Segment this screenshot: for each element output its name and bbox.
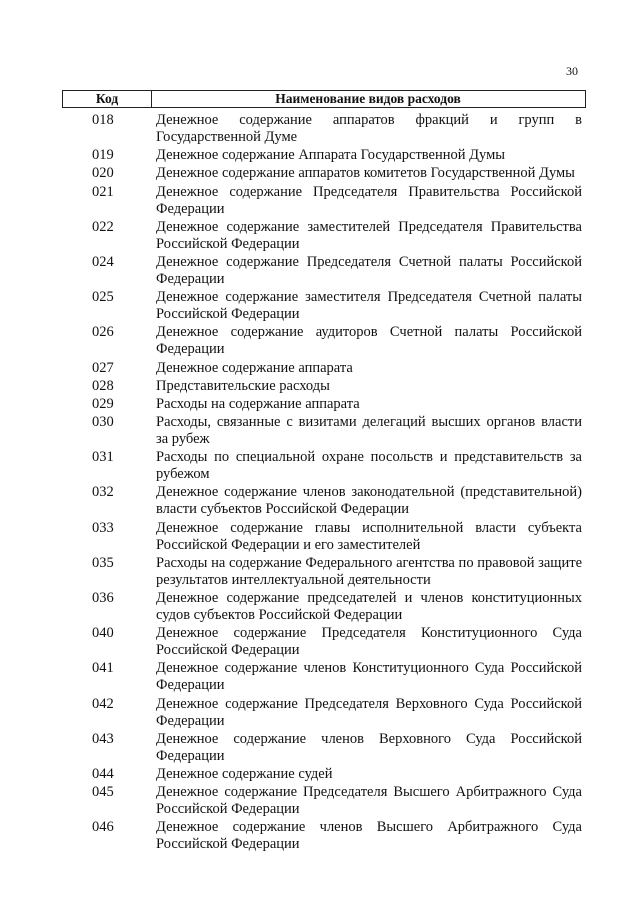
code-column-header: Код [63, 91, 152, 107]
expense-name: Представительские расходы [156, 377, 330, 394]
table-row [0, 219, 640, 253]
table-row [0, 254, 640, 288]
expense-code: 033 [92, 519, 114, 536]
expense-name: Денежное содержание членов Конституционного Суда Российской Федерации [156, 660, 582, 694]
expense-name: Денежное содержание членов законодательной (представительной) власти субъектов Российской Федерации [156, 484, 582, 518]
table-row [0, 165, 640, 182]
name-column-header: Наименование видов расходов [275, 91, 461, 106]
expense-code: 030 [92, 414, 114, 431]
expense-code: 041 [92, 660, 114, 677]
expense-name: Денежное содержание Председателя Правительства Российской Федерации [156, 183, 582, 217]
table-row [0, 360, 640, 377]
table-row [0, 289, 640, 323]
table-row [0, 484, 640, 518]
expense-name: Денежное содержание председателей и членов конституционных судов субъектов Российской Федерации [156, 590, 582, 623]
table-row [0, 660, 640, 694]
table-row [0, 449, 640, 483]
expense-name: Денежное содержание аппарата [156, 359, 353, 376]
table-row [0, 766, 640, 783]
expense-name: Денежное содержание заместителей Председателя Правительства Российской Федерации [156, 218, 582, 252]
expense-name: Расходы по специальной охране посольств и представительств за рубежом [156, 449, 582, 483]
expense-code: 019 [92, 147, 114, 164]
expense-code: 044 [92, 765, 114, 782]
table-row [0, 378, 640, 395]
expense-name: Денежное содержание членов Высшего Арбитражного Суда Российской Федерации [156, 819, 582, 853]
expense-code: 042 [92, 695, 114, 712]
expense-code: 043 [92, 730, 114, 747]
expense-name: Денежное содержание главы исполнительной власти субъекта Российской Федерации и его заместителей [156, 519, 582, 553]
table-header [62, 90, 586, 108]
expense-code: 022 [92, 218, 114, 235]
table-row [0, 520, 640, 554]
expense-code: 046 [92, 819, 114, 836]
expense-code: 025 [92, 289, 114, 306]
expense-table-body [0, 112, 640, 855]
expense-name: Денежное содержание аудиторов Счетной палаты Российской Федерации [156, 324, 582, 358]
expense-name: Денежное содержание судей [156, 765, 333, 782]
expense-name: Денежное содержание Председателя Высшего Арбитражного Суда Российской Федерации [156, 784, 582, 818]
expense-name: Расходы на содержание Федерального агентства по правовой защите результатов интеллектуальной деятельности [156, 554, 582, 588]
expense-name: Денежное содержание Председателя Счетной палаты Российской Федерации [156, 253, 582, 287]
expense-name: Денежное содержание Председателя Конституционного Суда Российской Федерации [156, 625, 582, 659]
table-row [0, 784, 640, 818]
table-row [0, 396, 640, 413]
table-row [0, 590, 640, 624]
table-row [0, 731, 640, 765]
expense-name: Расходы, связанные с визитами делегаций высших органов власти за рубеж [156, 414, 582, 448]
expense-code: 036 [92, 590, 114, 606]
table-row [0, 147, 640, 164]
expense-name: Денежное содержание Председателя Верховного Суда Российской Федерации [156, 695, 582, 729]
expense-code: 027 [92, 359, 114, 376]
expense-code: 028 [92, 377, 114, 394]
expense-code: 020 [92, 165, 114, 182]
expense-code: 031 [92, 449, 114, 466]
expense-code: 040 [92, 625, 114, 642]
table-row [0, 625, 640, 659]
expense-name: Денежное содержание аппаратов фракций и групп в Государственной Думе [156, 112, 582, 145]
page-number: 30 [566, 64, 578, 78]
expense-code: 029 [92, 395, 114, 412]
expense-name: Денежное содержание заместителя Председателя Счетной палаты Российской Федерации [156, 289, 582, 323]
expense-code: 018 [92, 112, 114, 128]
expense-name: Денежное содержание Аппарата Государственной Думы [156, 147, 505, 164]
table-row [0, 112, 640, 146]
table-row [0, 414, 640, 448]
expense-code: 024 [92, 253, 114, 270]
expense-code: 032 [92, 484, 114, 501]
expense-code: 026 [92, 324, 114, 341]
expense-code: 045 [92, 784, 114, 801]
table-row [0, 696, 640, 730]
expense-code: 021 [92, 183, 114, 200]
table-row [0, 184, 640, 218]
table-row [0, 324, 640, 358]
table-row [0, 555, 640, 589]
table-row [0, 819, 640, 853]
expense-name: Расходы на содержание аппарата [156, 395, 360, 412]
expense-name: Денежное содержание членов Верховного Суда Российской Федерации [156, 730, 582, 764]
expense-code: 035 [92, 554, 114, 571]
expense-name: Денежное содержание аппаратов комитетов Государственной Думы [156, 165, 575, 182]
